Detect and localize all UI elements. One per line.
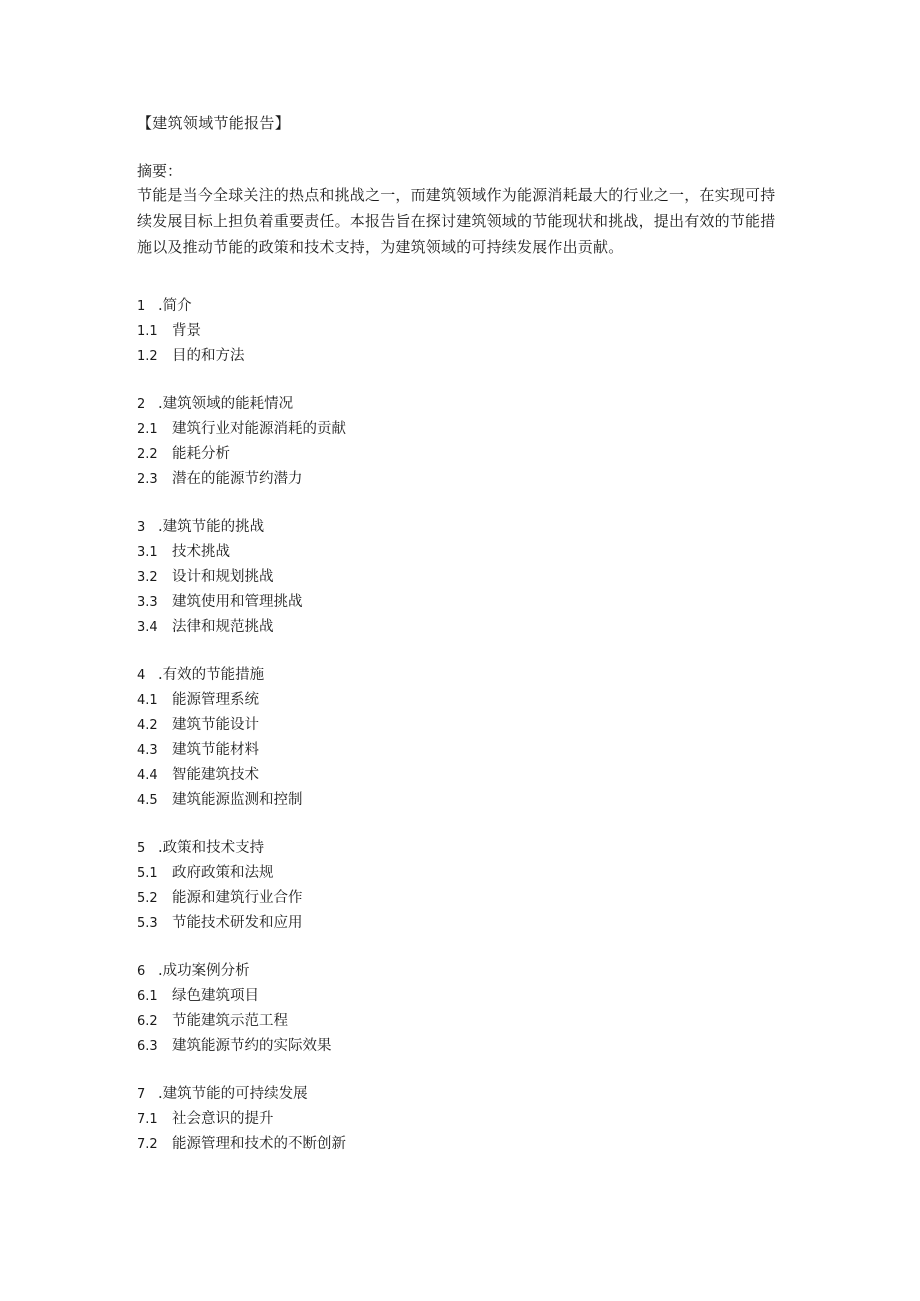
toc-section (137, 392, 787, 492)
subsection-title: 目的和方法 (172, 348, 245, 364)
toc-section (137, 1082, 787, 1157)
toc-section-heading (137, 836, 787, 861)
abstract-label: 摘要： (137, 162, 183, 180)
section-number: 7 (137, 1087, 146, 1102)
subsection-number: 2.1 (137, 422, 158, 437)
toc-section-heading (137, 392, 787, 417)
subsection-title: 潜在的能源节约潜力 (172, 471, 303, 487)
subsection-number: 4.3 (137, 743, 158, 758)
subsection-number: 5.1 (137, 866, 158, 881)
subsection-number: 3.3 (137, 595, 158, 610)
toc-subsection (137, 713, 787, 738)
subsection-title: 建筑行业对能源消耗的贡献 (172, 421, 346, 437)
section-number: 5 (137, 841, 146, 856)
subsection-title: 技术挑战 (172, 544, 230, 560)
subsection-number: 6.1 (137, 989, 158, 1004)
toc-subsection (137, 886, 787, 911)
section-title: .建筑节能的可持续发展 (158, 1086, 308, 1102)
toc-subsection (137, 1009, 787, 1034)
subsection-number: 5.3 (137, 916, 158, 931)
toc-subsection (137, 417, 787, 442)
subsection-number: 7.2 (137, 1137, 158, 1152)
subsection-title: 节能技术研发和应用 (172, 915, 303, 931)
subsection-title: 背景 (172, 323, 201, 339)
toc-subsection (137, 1034, 787, 1059)
toc-subsection (137, 319, 787, 344)
toc-subsection (137, 984, 787, 1009)
subsection-number: 6.3 (137, 1039, 158, 1054)
section-title: .有效的节能措施 (158, 667, 265, 683)
section-number: 4 (137, 668, 146, 683)
section-number: 3 (137, 520, 146, 535)
section-number: 1 (137, 299, 146, 314)
toc-subsection (137, 738, 787, 763)
section-title: .简介 (158, 298, 192, 314)
toc-section (137, 959, 787, 1059)
subsection-number: 1.1 (137, 324, 158, 339)
subsection-title: 能耗分析 (172, 446, 230, 462)
subsection-number: 5.2 (137, 891, 158, 906)
toc-subsection (137, 688, 787, 713)
toc-subsection (137, 911, 787, 936)
toc-subsection (137, 861, 787, 886)
abstract-text: 节能是当今全球关注的热点和挑战之一，而建筑领域作为能源消耗最大的行业之一，在实现可持续发展目标上担负着重要责任。本报告旨在探讨建筑领域的节能现状和挑战，提出有效的节能措施以及推动节能的政策和技术支持，为建筑领域的可持续发展作出贡献。 (137, 186, 776, 256)
section-title: .成功案例分析 (158, 963, 250, 979)
subsection-title: 法律和规范挑战 (172, 619, 274, 635)
subsection-title: 绿色建筑项目 (172, 988, 259, 1004)
toc-subsection (137, 788, 787, 813)
subsection-number: 2.2 (137, 447, 158, 462)
toc-section-heading (137, 515, 787, 540)
subsection-title: 智能建筑技术 (172, 767, 259, 783)
toc-subsection (137, 540, 787, 565)
subsection-number: 4.1 (137, 693, 158, 708)
toc-subsection (137, 442, 787, 467)
subsection-number: 4.2 (137, 718, 158, 733)
toc-subsection (137, 565, 787, 590)
subsection-number: 3.2 (137, 570, 158, 585)
toc-section (137, 294, 787, 369)
section-title: .政策和技术支持 (158, 840, 265, 856)
toc-section (137, 663, 787, 813)
toc-subsection (137, 344, 787, 369)
section-title: .建筑节能的挑战 (158, 519, 265, 535)
toc-subsection (137, 590, 787, 615)
subsection-number: 2.3 (137, 472, 158, 487)
subsection-number: 3.4 (137, 620, 158, 635)
toc-section-heading (137, 663, 787, 688)
document-title: 【建筑领域节能报告】 (137, 114, 291, 132)
toc-subsection (137, 615, 787, 640)
toc-section-heading (137, 959, 787, 984)
toc-section-heading (137, 294, 787, 319)
subsection-title: 能源管理和技术的不断创新 (172, 1136, 346, 1152)
subsection-title: 能源管理系统 (172, 692, 259, 708)
subsection-title: 建筑使用和管理挑战 (172, 594, 303, 610)
subsection-title: 节能建筑示范工程 (172, 1013, 288, 1029)
subsection-title: 建筑能源监测和控制 (172, 792, 303, 808)
subsection-title: 社会意识的提升 (172, 1111, 274, 1127)
subsection-number: 6.2 (137, 1014, 158, 1029)
toc-subsection (137, 763, 787, 788)
toc-section (137, 836, 787, 936)
toc-section (137, 515, 787, 640)
section-number: 2 (137, 397, 146, 412)
toc-subsection (137, 467, 787, 492)
subsection-number: 3.1 (137, 545, 158, 560)
subsection-title: 建筑能源节约的实际效果 (172, 1038, 332, 1054)
section-title: .建筑领域的能耗情况 (158, 396, 294, 412)
subsection-title: 建筑节能材料 (172, 742, 259, 758)
subsection-number: 4.4 (137, 768, 158, 783)
subsection-title: 设计和规划挑战 (172, 569, 274, 585)
subsection-title: 能源和建筑行业合作 (172, 890, 303, 906)
subsection-title: 建筑节能设计 (172, 717, 259, 733)
section-number: 6 (137, 964, 146, 979)
toc-section-heading (137, 1082, 787, 1107)
toc-subsection (137, 1107, 787, 1132)
subsection-number: 4.5 (137, 793, 158, 808)
toc-subsection (137, 1132, 787, 1157)
subsection-title: 政府政策和法规 (172, 865, 274, 881)
subsection-number: 1.2 (137, 349, 158, 364)
subsection-number: 7.1 (137, 1112, 158, 1127)
table-of-contents (137, 294, 787, 1157)
document-page (137, 112, 787, 1180)
